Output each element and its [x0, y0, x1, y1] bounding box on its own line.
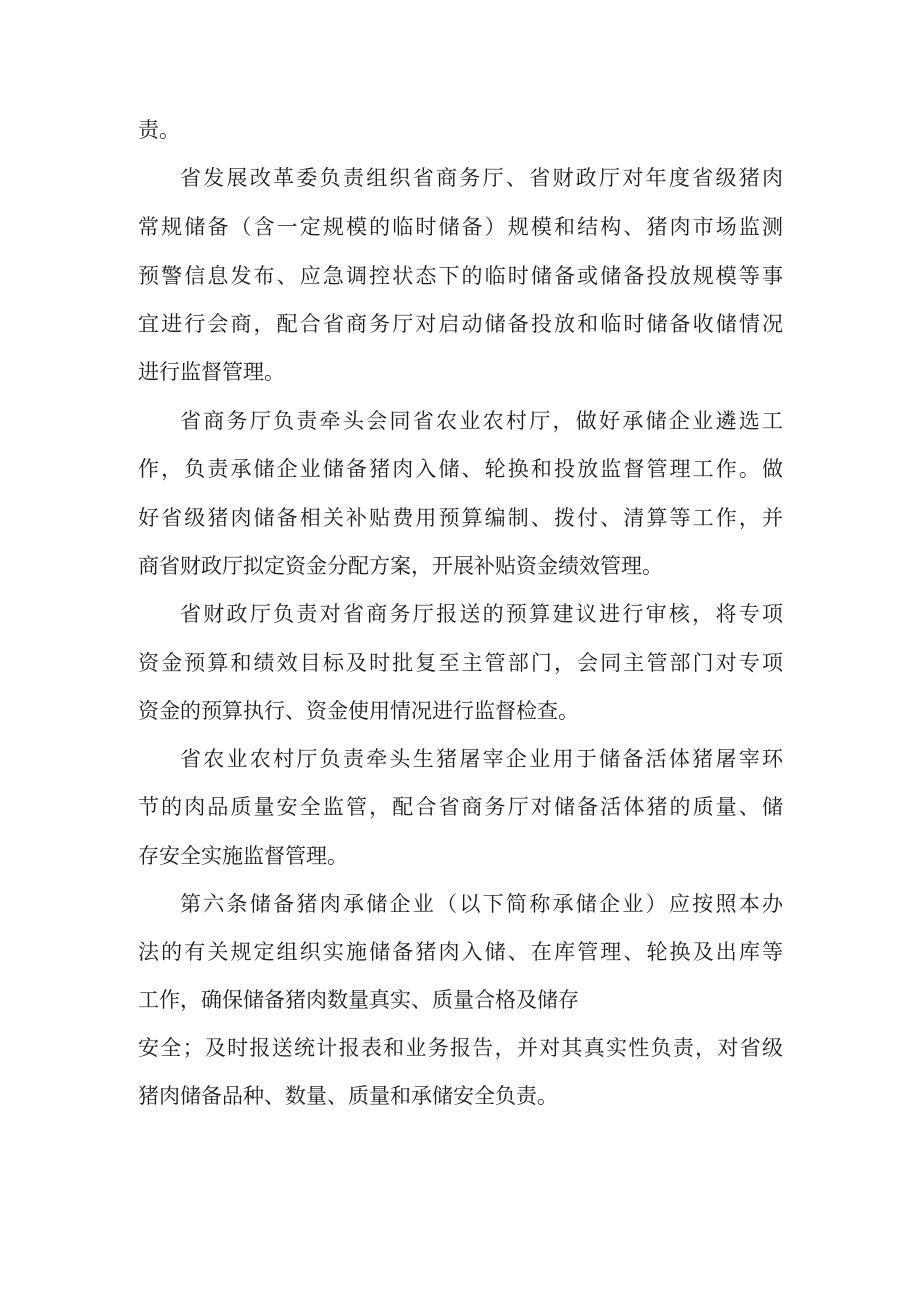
text-line: 责。 [138, 118, 180, 142]
text-line: 省财政厅负责对省商务厅报送的预算建议进行审核，将专项 [180, 602, 783, 626]
text-line: 节的肉品质量安全监管，配合省商务厅对储备活体猪的质量、储 [138, 795, 783, 819]
text-line: 省发展改革委负责组织省商务厅、省财政厅对年度省级猪肉 [180, 166, 783, 190]
text-line: 进行监督管理。 [138, 360, 285, 384]
text-line: 省商务厅负责牵头会同省农业农村厅，做好承储企业遴选工 [180, 409, 783, 433]
text-line: 资金预算和绩效目标及时批复至主管部门，会同主管部门对专项 [138, 651, 783, 675]
text-line: 工作，确保储备猪肉数量真实、质量合格及储存 [138, 988, 579, 1012]
text-line: 猪肉储备品种、数量、质量和承储安全负责。 [138, 1084, 558, 1108]
text-line: 商省财政厅拟定资金分配方案，开展补贴资金绩效管理。 [138, 554, 663, 578]
text-line: 宜进行会商，配合省商务厅对启动储备投放和临时储备收储情况 [138, 312, 783, 336]
text-line: 好省级猪肉储备相关补贴费用预算编制、拨付、清算等工作，并 [138, 506, 783, 530]
text-line: 资金的预算执行、资金使用情况进行监督检查。 [138, 699, 579, 723]
text-line: 常规储备（含一定规模的临时储备）规模和结构、猪肉市场监测 [138, 215, 783, 239]
text-line: 安全；及时报送统计报表和业务报告，并对其真实性负责，对省级 [138, 1036, 783, 1060]
text-line: 省农业农村厅负责牵头生猪屠宰企业用于储备活体猪屠宰环 [180, 747, 783, 771]
text-line: 存安全实施监督管理。 [138, 844, 348, 868]
text-line: 法的有关规定组织实施储备猪肉入储、在库管理、轮换及出库等 [138, 940, 783, 964]
text-line: 作，负责承储企业储备猪肉入储、轮换和投放监督管理工作。做 [138, 457, 783, 481]
text-line: 预警信息发布、应急调控状态下的临时储备或储备投放规模等事 [138, 264, 783, 288]
text-line: 第六条储备猪肉承储企业（以下简称承储企业）应按照本办 [180, 892, 783, 916]
